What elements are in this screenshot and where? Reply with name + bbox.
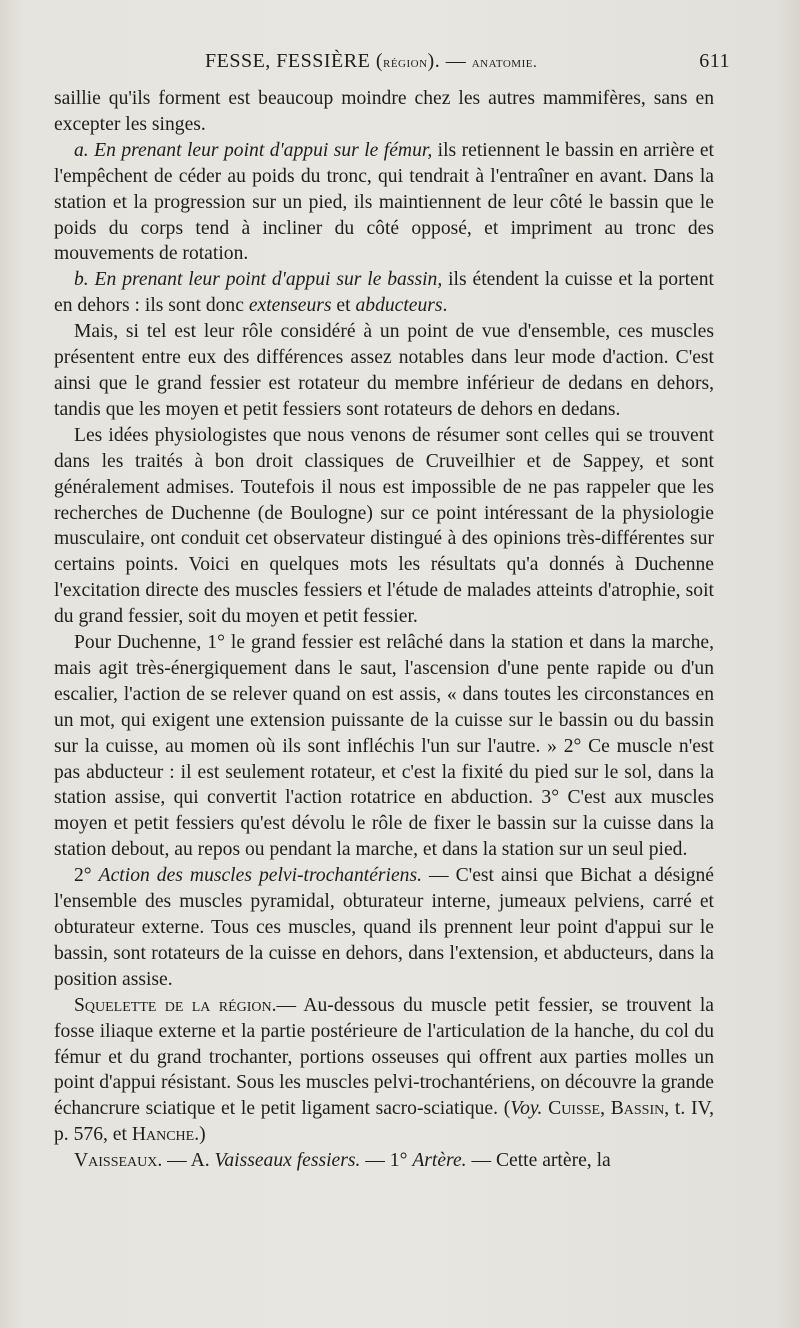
paragraph-6: 2° Action des muscles pelvi-trochantériens. — C'est ainsi que Bichat a désigné l'ensemble des muscles pyramidal, obturateur interne, jumeaux pelviens, carré et obturateur externe. Tous ces muscles, quand ils prennent leur point d'appui sur le bassin, sont rotateurs de la cuisse en dehors, dans l'extension, et abducteurs, dans la position assise. xyxy=(54,865,714,990)
paragraph-3: Mais, si tel est leur rôle considéré à un point de vue d'ensemble, ces muscles présentent entre eux des différences assez notables dans leur mode d'action. C'est ainsi que le grand fessier est rotateur du membre inférieur de dedans en dehors, tandis que les moyen et petit fessiers sont rotateurs de dehors en dedans. xyxy=(54,321,714,420)
paragraph-5: Pour Duchenne, 1° le grand fessier est relâché dans la station et dans la marche, mais agit très-énergiquement dans le saut, l'ascension d'une pente rapide ou d'un escalier, l'action de se relever quand on est assis, « dans toutes les circonstances en un mot, qui exigent une extension puissante de la cuisse sur le bassin ou du bassin sur la cuisse, au momen où ils sont infléchis l'un sur l'autre. » 2° Ce muscle n'est pas abducteur : il est seulement rotateur, et c'est la fixité du pied sur le sol, dans la station assise, qui convertit l'action rotatrice en abduction. 3° C'est aux muscles moyen et petit fessiers qu'est dévolu le rôle de fixer le bassin sur la cuisse dans la station debout, au repos ou pendant la marche, et dans la station sur un seul pied. xyxy=(54,632,714,861)
paragraph-0: saillie qu'ils forment est beaucoup moindre chez les autres mammifères, sans en excepter les singes. xyxy=(54,88,714,135)
paragraph-1: a. En prenant leur point d'appui sur le fémur, ils retiennent le bassin en arrière et l'empêchent de céder au poids du tronc, qui tendrait à l'entraîner en avant. Dans la station et la progression sur un pied, ils maintiennent de leur côté le bassin que le poids du corps tend à incliner du côté opposé, et impriment au tronc des mouvements de rotation. xyxy=(54,139,714,265)
header-section: anatomie. xyxy=(471,55,538,71)
header-region: région xyxy=(382,55,428,71)
paragraph-4: Les idées physiologistes que nous venons de résumer sont celles qui se trouvent dans les traités à bon droit classiques de Cruveilhier et de Sappey, et sont généralement admises. Toutefois il nous est impossible de ne pas rappeler que les recherches de Duchenne (de Boulogne) sur ce point intéressant de la physiologie musculaire, ont conduit cet observateur distingué à des opinions très-différentes sur certains points. Voici en quelques mots les résultats qu'a donnés à Duchenne l'excitation directe des muscles fessiers et l'étude de malades atteints d'atrophie, soit du grand fessier, soit du moyen et petit fessier. xyxy=(54,424,714,628)
running-header xyxy=(205,50,730,74)
section-heading: Squelette de la région. xyxy=(74,994,277,1016)
page-number: 611 xyxy=(699,50,730,72)
italic-phrase: a. En prenant leur point d'appui sur le fémur, xyxy=(74,139,433,161)
italic-phrase: b. En prenant leur point d'appui sur le bassin, xyxy=(74,269,443,291)
paragraph-2: b. En prenant leur point d'appui sur le bassin, ils étendent la cuisse et la portent en dehors : ils sont donc extenseurs et abducteurs. xyxy=(54,269,714,317)
italic-heading: Action des muscles pelvi-trochantériens. xyxy=(98,865,423,887)
paragraph-7: Squelette de la région.— Au-dessous du muscle petit fessier, se trouvent la fosse iliaque externe et la partie postérieure de l'articulation de la hanche, du col du fémur et du grand trochanter, portions osseuses qui offrent aux parties molles un point d'appui résistant. Sous les muscles pelvi-trochantériens, on découvre la grande échancrure sciatique et le petit ligament sacro-sciatique. (Voy. Cuisse, Bassin, t. IV, p. 576, et Hanche.) xyxy=(54,994,714,1146)
body-text xyxy=(54,86,714,1174)
section-heading: Vaisseaux. xyxy=(74,1150,163,1172)
header-title: FESSE, FESSIÈRE (région). — anatomie. xyxy=(205,50,538,72)
paragraph-8: Vaisseaux. — A. Vaisseaux fessiers. — 1° Artère. — Cette artère, la xyxy=(74,1150,611,1172)
